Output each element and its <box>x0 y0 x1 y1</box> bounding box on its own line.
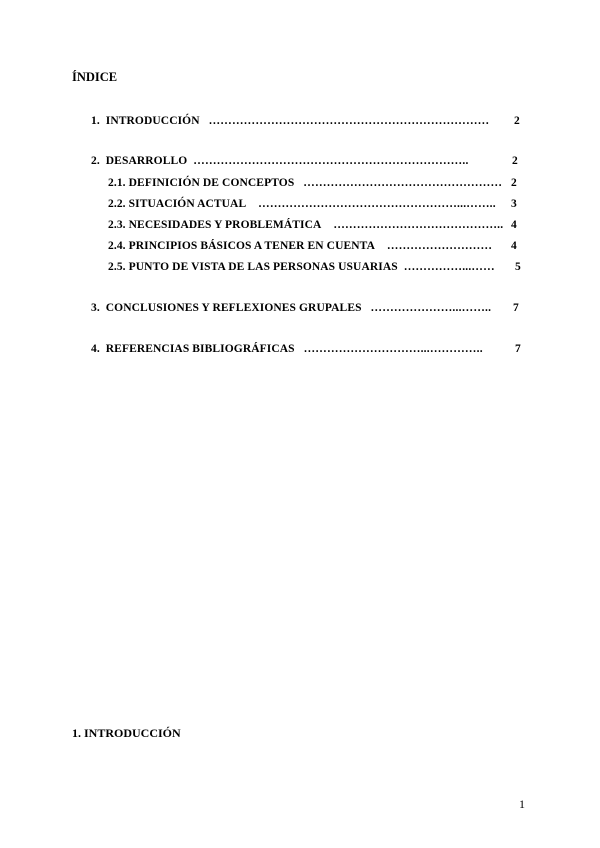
toc-entry-number: 4. <box>91 343 100 355</box>
toc-entry-page: 4 <box>511 240 517 252</box>
toc-entry-necesidades-y-problematica <box>108 219 503 231</box>
toc-entry-introduccion <box>91 115 489 127</box>
toc-entry-label: INTRODUCCIÓN <box>105 115 200 127</box>
toc-entry-leader-dots: ……………………… <box>386 240 493 252</box>
toc-entry-page: 2 <box>514 115 520 127</box>
toc-entry-page: 4 <box>511 219 517 231</box>
toc-entry-page: 5 <box>515 261 521 273</box>
toc-entry-definicion-de-conceptos <box>108 177 502 189</box>
toc-entry-punto-de-vista <box>108 261 495 273</box>
toc-entry-leader-dots: ……………………………………………...…….. <box>258 198 496 210</box>
toc-entry-leader-dots: ……………...…… <box>403 261 495 273</box>
toc-entry-page: 7 <box>513 302 519 314</box>
toc-entry-number: 2. <box>91 155 100 167</box>
toc-entry-label: REFERENCIAS BIBLIOGRÁFICAS <box>105 343 295 355</box>
toc-entry-page: 7 <box>515 343 521 355</box>
toc-entry-label: PUNTO DE VISTA DE LAS PERSONAS USUARIAS <box>128 261 398 273</box>
toc-entry-leader-dots: …………………………………….. <box>333 219 504 231</box>
toc-entry-page: 3 <box>511 198 517 210</box>
toc-entry-number: 2.2. <box>108 198 126 210</box>
toc-entry-label: SITUACIÓN ACTUAL <box>128 198 247 210</box>
toc-entry-situacion-actual <box>108 198 496 210</box>
toc-entry-label: DESARROLLO <box>105 155 188 167</box>
section-heading: 1. INTRODUCCIÓN <box>72 726 181 740</box>
toc-entry-label: NECESIDADES Y PROBLEMÁTICA <box>128 219 322 231</box>
page-number: 1 <box>519 797 525 811</box>
toc-entry-page: 2 <box>512 155 518 167</box>
toc-entry-conclusiones <box>91 302 491 314</box>
toc-entry-number: 1. <box>91 115 100 127</box>
toc-entry-number: 2.1. <box>108 177 126 189</box>
toc-entry-leader-dots: …………………………...………….. <box>303 343 483 355</box>
toc-entry-leader-dots: …………………...…….. <box>370 302 492 314</box>
toc-entry-label: CONCLUSIONES Y REFLEXIONES GRUPALES <box>105 302 362 314</box>
toc-entry-page: 2 <box>511 177 517 189</box>
toc-entry-principios-basicos <box>108 240 492 252</box>
toc-entry-referencias <box>91 343 483 355</box>
toc-entry-leader-dots: …………………………………………………………….. <box>193 155 469 167</box>
toc-entry-number: 3. <box>91 302 100 314</box>
toc-entry-leader-dots: …………………………………………… <box>303 177 503 189</box>
toc-entry-number: 2.5. <box>108 261 126 273</box>
index-title: ÍNDICE <box>72 70 118 84</box>
toc-entry-leader-dots: ……………………………………………………………… <box>208 115 490 127</box>
toc-entry-label: PRINCIPIOS BÁSICOS A TENER EN CUENTA <box>128 240 375 252</box>
toc-entry-number: 2.4. <box>108 240 126 252</box>
toc-entry-desarrollo <box>91 155 469 167</box>
toc-entry-number: 2.3. <box>108 219 126 231</box>
toc-entry-label: DEFINICIÓN DE CONCEPTOS <box>128 177 295 189</box>
